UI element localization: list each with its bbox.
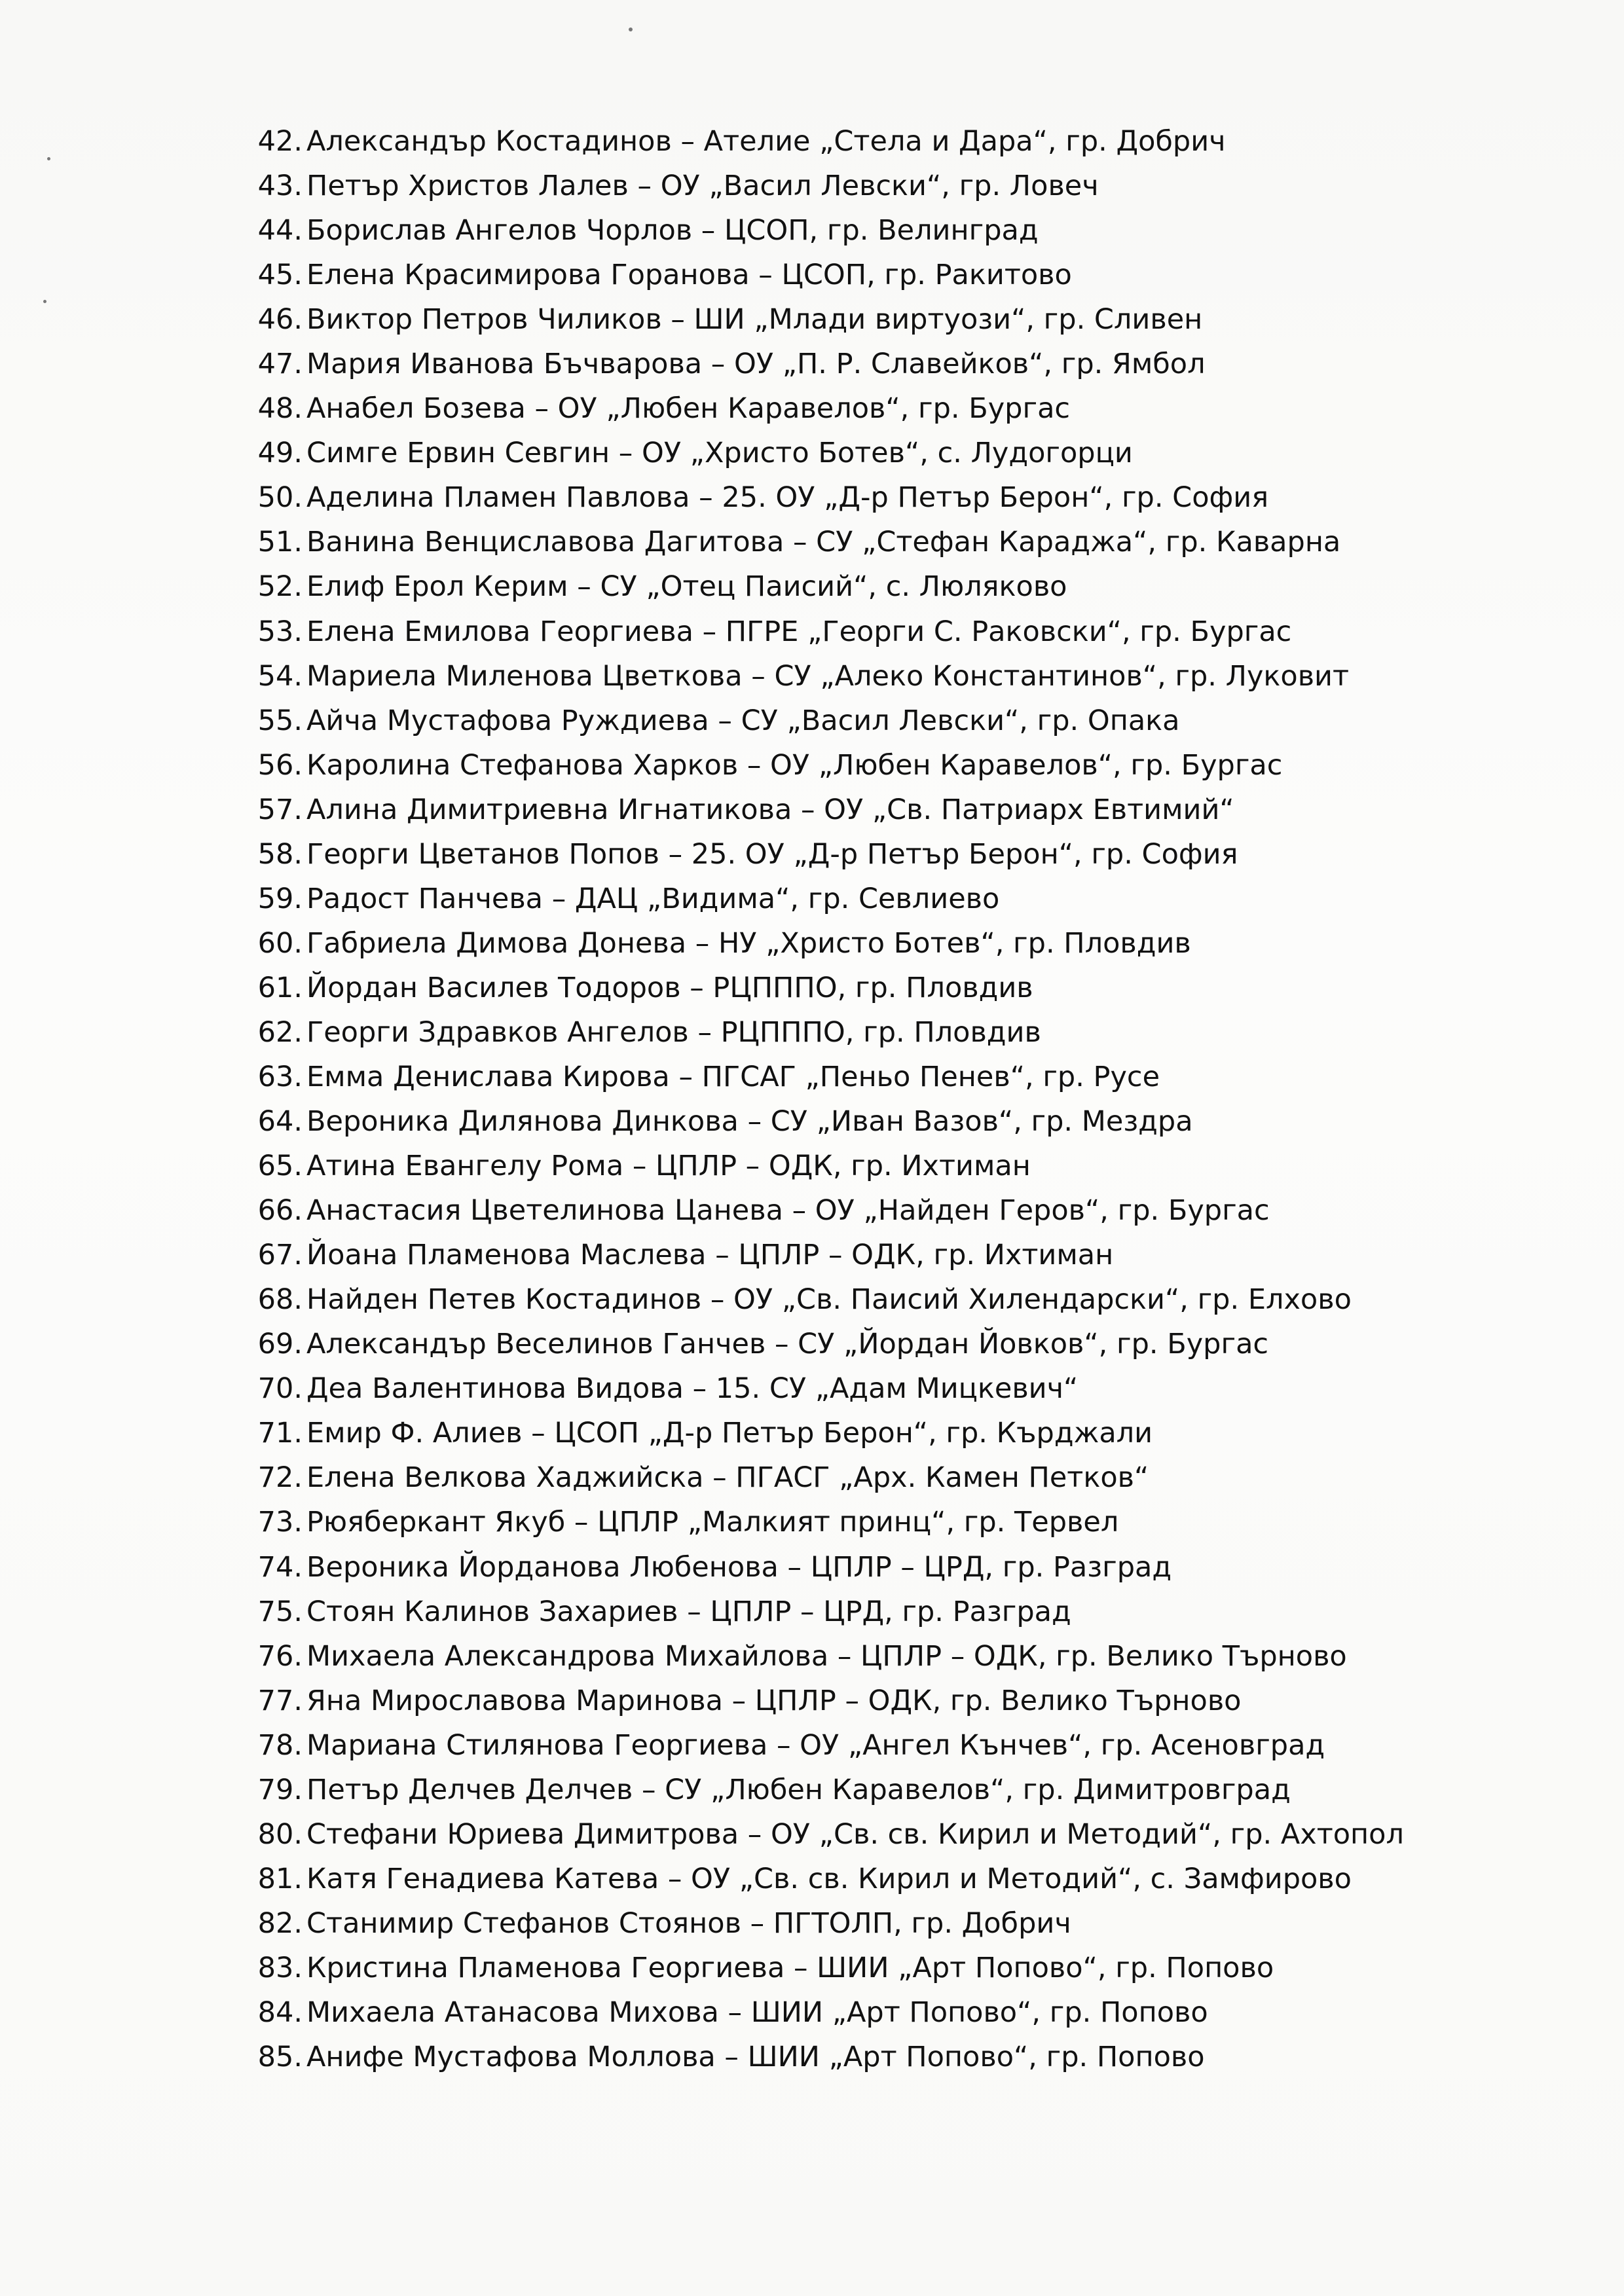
list-item: [255, 1411, 1565, 1455]
list-item: [255, 1500, 1565, 1544]
item-text: Мария Иванова Бъчварова – ОУ „П. Р. Славейков“, гр. Ямбол: [306, 348, 1206, 381]
item-number: 55.: [257, 704, 303, 737]
scan-speck: [629, 27, 633, 31]
item-text: Алина Димитриевна Игнатикова – ОУ „Св. Патриарх Евтимий“: [306, 793, 1234, 826]
list-item: [255, 1188, 1565, 1233]
item-text: Борислав Ангелов Чорлов – ЦСОП, гр. Велинград: [306, 214, 1039, 247]
item-number: 68.: [257, 1283, 303, 1317]
item-number: 76.: [257, 1639, 303, 1673]
item-number: 65.: [257, 1150, 303, 1183]
item-text: Айча Мустафова Руждиева – СУ „Васил Левски“, гр. Опака: [306, 704, 1180, 737]
item-text: Георги Здравков Ангелов – РЦПППО, гр. Пловдив: [306, 1015, 1041, 1049]
list-item: [255, 2035, 1565, 2079]
list-item: [255, 564, 1565, 609]
item-number: 57.: [257, 793, 303, 826]
item-number: 48.: [257, 392, 303, 426]
item-text: Найден Петев Костадинов – ОУ „Св. Паисий Хилендарски“, гр. Елхово: [306, 1283, 1352, 1317]
item-text: Михаела Атанасова Михова – ШИИ „Арт Попово“, гр. Попово: [306, 1995, 1208, 2029]
list-item: [255, 1901, 1565, 1946]
list-item: [255, 1679, 1565, 1723]
list-item: [255, 1277, 1565, 1322]
item-text: Габриела Димова Донева – НУ „Христо Ботев“, гр. Пловдив: [306, 926, 1191, 960]
list-item: [255, 1055, 1565, 1099]
item-text: Емма Денислава Кирова – ПГСАГ „Пеньо Пенев“, гр. Русе: [306, 1060, 1160, 1093]
item-number: 58.: [257, 837, 303, 871]
item-text: Георги Цветанов Попов – 25. ОУ „Д-р Петър Берон“, гр. София: [306, 837, 1238, 871]
list-item: [255, 1590, 1565, 1634]
list-item: [255, 1857, 1565, 1901]
item-number: 79.: [257, 1773, 303, 1806]
list-item: [255, 699, 1565, 743]
item-number: 53.: [257, 615, 303, 648]
item-text: Михаела Александрова Михайлова – ЦПЛР – ОДК, гр. Велико Търново: [306, 1639, 1347, 1673]
item-number: 51.: [257, 526, 303, 559]
item-number: 59.: [257, 882, 303, 915]
list-item: [255, 386, 1565, 431]
item-number: 46.: [257, 303, 303, 337]
list-item: [255, 1233, 1565, 1277]
item-number: 63.: [257, 1060, 303, 1093]
item-number: 82.: [257, 1906, 303, 1940]
list-item: [255, 1099, 1565, 1144]
item-text: Станимир Стефанов Стоянов – ПГТОЛП, гр. Добрич: [306, 1906, 1071, 1940]
item-number: 50.: [257, 481, 303, 515]
list-item: [255, 966, 1565, 1010]
list-item: [255, 1366, 1565, 1411]
item-text: Деа Валентинова Видова – 15. СУ „Адам Мицкевич“: [306, 1372, 1079, 1406]
item-text: Емир Ф. Алиев – ЦСОП „Д-р Петър Берон“, гр. Кърджали: [306, 1417, 1153, 1450]
item-number: 83.: [257, 1951, 303, 1984]
item-text: Кристина Пламенова Георгиева – ШИИ „Арт Попово“, гр. Попово: [306, 1951, 1274, 1984]
item-number: 67.: [257, 1239, 303, 1272]
list-item: [255, 253, 1565, 297]
item-text: Анастасия Цветелинова Цанева – ОУ „Найден Геров“, гр. Бургас: [306, 1194, 1270, 1228]
item-number: 52.: [257, 570, 303, 604]
list-item: [255, 475, 1565, 520]
item-number: 56.: [257, 748, 303, 782]
item-number: 85.: [257, 2041, 303, 2074]
item-number: 75.: [257, 1595, 303, 1628]
list-item: [255, 164, 1565, 208]
item-text: Мариана Стилянова Георгиева – ОУ „Ангел Кънчев“, гр. Асеновград: [306, 1728, 1325, 1762]
item-text: Ванина Венциславова Дагитова – СУ „Стефан Караджа“, гр. Каварна: [306, 526, 1341, 559]
item-text: Рюяберкант Якуб – ЦПЛР „Малкият принц“, гр. Тервел: [306, 1506, 1119, 1539]
list-item: [255, 1545, 1565, 1590]
item-number: 80.: [257, 1817, 303, 1851]
list-item: [255, 832, 1565, 877]
item-text: Атина Евангелу Рома – ЦПЛР – ОДК, гр. Ихтиман: [306, 1150, 1031, 1183]
item-number: 61.: [257, 971, 303, 1004]
item-number: 54.: [257, 659, 303, 693]
list-item: [255, 1946, 1565, 1990]
item-text: Катя Генадиева Катева – ОУ „Св. св. Кирил и Методий“, с. Замфирово: [306, 1862, 1352, 1895]
item-number: 64.: [257, 1105, 303, 1139]
item-number: 49.: [257, 437, 303, 470]
list-item: [255, 520, 1565, 564]
item-number: 72.: [257, 1461, 303, 1495]
item-number: 44.: [257, 214, 303, 247]
item-number: 78.: [257, 1728, 303, 1762]
item-text: Елиф Ерол Керим – СУ „Отец Паисий“, с. Люляково: [306, 570, 1067, 604]
item-number: 47.: [257, 348, 303, 381]
scan-speck: [43, 300, 46, 303]
list-item: [255, 1723, 1565, 1768]
list-item: [255, 877, 1565, 921]
item-number: 60.: [257, 926, 303, 960]
item-text: Симге Ервин Севгин – ОУ „Христо Ботев“, с. Лудогорци: [306, 437, 1133, 470]
list-item: [255, 1812, 1565, 1857]
item-text: Яна Мирославова Маринова – ЦПЛР – ОДК, гр. Велико Търново: [306, 1684, 1242, 1717]
item-text: Стоян Калинов Захариев – ЦПЛР – ЦРД, гр. Разград: [306, 1595, 1071, 1628]
item-text: Анабел Бозева – ОУ „Любен Каравелов“, гр. Бургас: [306, 392, 1071, 426]
list-item: [255, 431, 1565, 475]
list-item: [255, 342, 1565, 386]
list-item: [255, 119, 1565, 164]
item-text: Каролина Стефанова Харков – ОУ „Любен Каравелов“, гр. Бургас: [306, 748, 1283, 782]
item-text: Вероника Дилянова Динкова – СУ „Иван Вазов“, гр. Мездра: [306, 1105, 1193, 1139]
item-text: Аделина Пламен Павлова – 25. ОУ „Д-р Петър Берон“, гр. София: [306, 481, 1269, 515]
item-number: 74.: [257, 1550, 303, 1584]
item-number: 70.: [257, 1372, 303, 1406]
item-text: Елена Велкова Хаджийска – ПГАСГ „Арх. Камен Петков“: [306, 1461, 1149, 1495]
list-item: [255, 1990, 1565, 2035]
item-number: 45.: [257, 259, 303, 292]
list-item: [255, 208, 1565, 253]
list-item: [255, 921, 1565, 966]
item-text: Елена Красимирова Горанова – ЦСОП, гр. Ракитово: [306, 259, 1072, 292]
item-text: Петър Делчев Делчев – СУ „Любен Каравелов“, гр. Димитровград: [306, 1773, 1291, 1806]
item-text: Елена Емилова Георгиева – ПГРЕ „Георги С. Раковски“, гр. Бургас: [306, 615, 1292, 648]
item-number: 81.: [257, 1862, 303, 1895]
item-text: Мариела Миленова Цветкова – СУ „Алеко Константинов“, гр. Луковит: [306, 659, 1350, 693]
item-text: Йордан Василев Тодоров – РЦПППО, гр. Пловдив: [306, 971, 1033, 1004]
list-item: [255, 610, 1565, 654]
list-item: [255, 1768, 1565, 1812]
item-number: 77.: [257, 1684, 303, 1717]
item-text: Александър Веселинов Ганчев – СУ „Йордан Йовков“, гр. Бургас: [306, 1328, 1269, 1361]
list-item: [255, 1634, 1565, 1679]
item-number: 62.: [257, 1015, 303, 1049]
list-item: [255, 654, 1565, 699]
list-item: [255, 1144, 1565, 1188]
item-text: Радост Панчева – ДАЦ „Видима“, гр. Севлиево: [306, 882, 1000, 915]
list-item: [255, 743, 1565, 788]
item-text: Александър Костадинов – Ателие „Стела и Дара“, гр. Добрич: [306, 125, 1226, 158]
item-text: Вероника Йорданова Любенова – ЦПЛР – ЦРД, гр. Разград: [306, 1550, 1172, 1584]
item-text: Йоана Пламенова Маслева – ЦПЛР – ОДК, гр. Ихтиман: [306, 1239, 1114, 1272]
item-number: 84.: [257, 1995, 303, 2029]
list-item: [255, 1010, 1565, 1055]
list-item: [255, 1322, 1565, 1366]
item-number: 42.: [257, 125, 303, 158]
item-number: 71.: [257, 1417, 303, 1450]
list-item: [255, 788, 1565, 832]
list-item: [255, 297, 1565, 342]
item-number: 69.: [257, 1328, 303, 1361]
item-text: Виктор Петров Чиликов – ШИ „Млади виртуози“, гр. Сливен: [306, 303, 1203, 337]
item-text: Анифе Мустафова Моллова – ШИИ „Арт Попово“, гр. Попово: [306, 2041, 1205, 2074]
item-number: 43.: [257, 170, 303, 203]
item-text: Петър Христов Лалев – ОУ „Васил Левски“, гр. Ловеч: [306, 170, 1099, 203]
scan-speck: [47, 157, 50, 160]
item-number: 73.: [257, 1506, 303, 1539]
list-item: [255, 1455, 1565, 1500]
item-text: Стефани Юриева Димитрова – ОУ „Св. св. Кирил и Методий“, гр. Ахтопол: [306, 1817, 1404, 1851]
participant-list: [255, 119, 1565, 2079]
item-number: 66.: [257, 1194, 303, 1228]
